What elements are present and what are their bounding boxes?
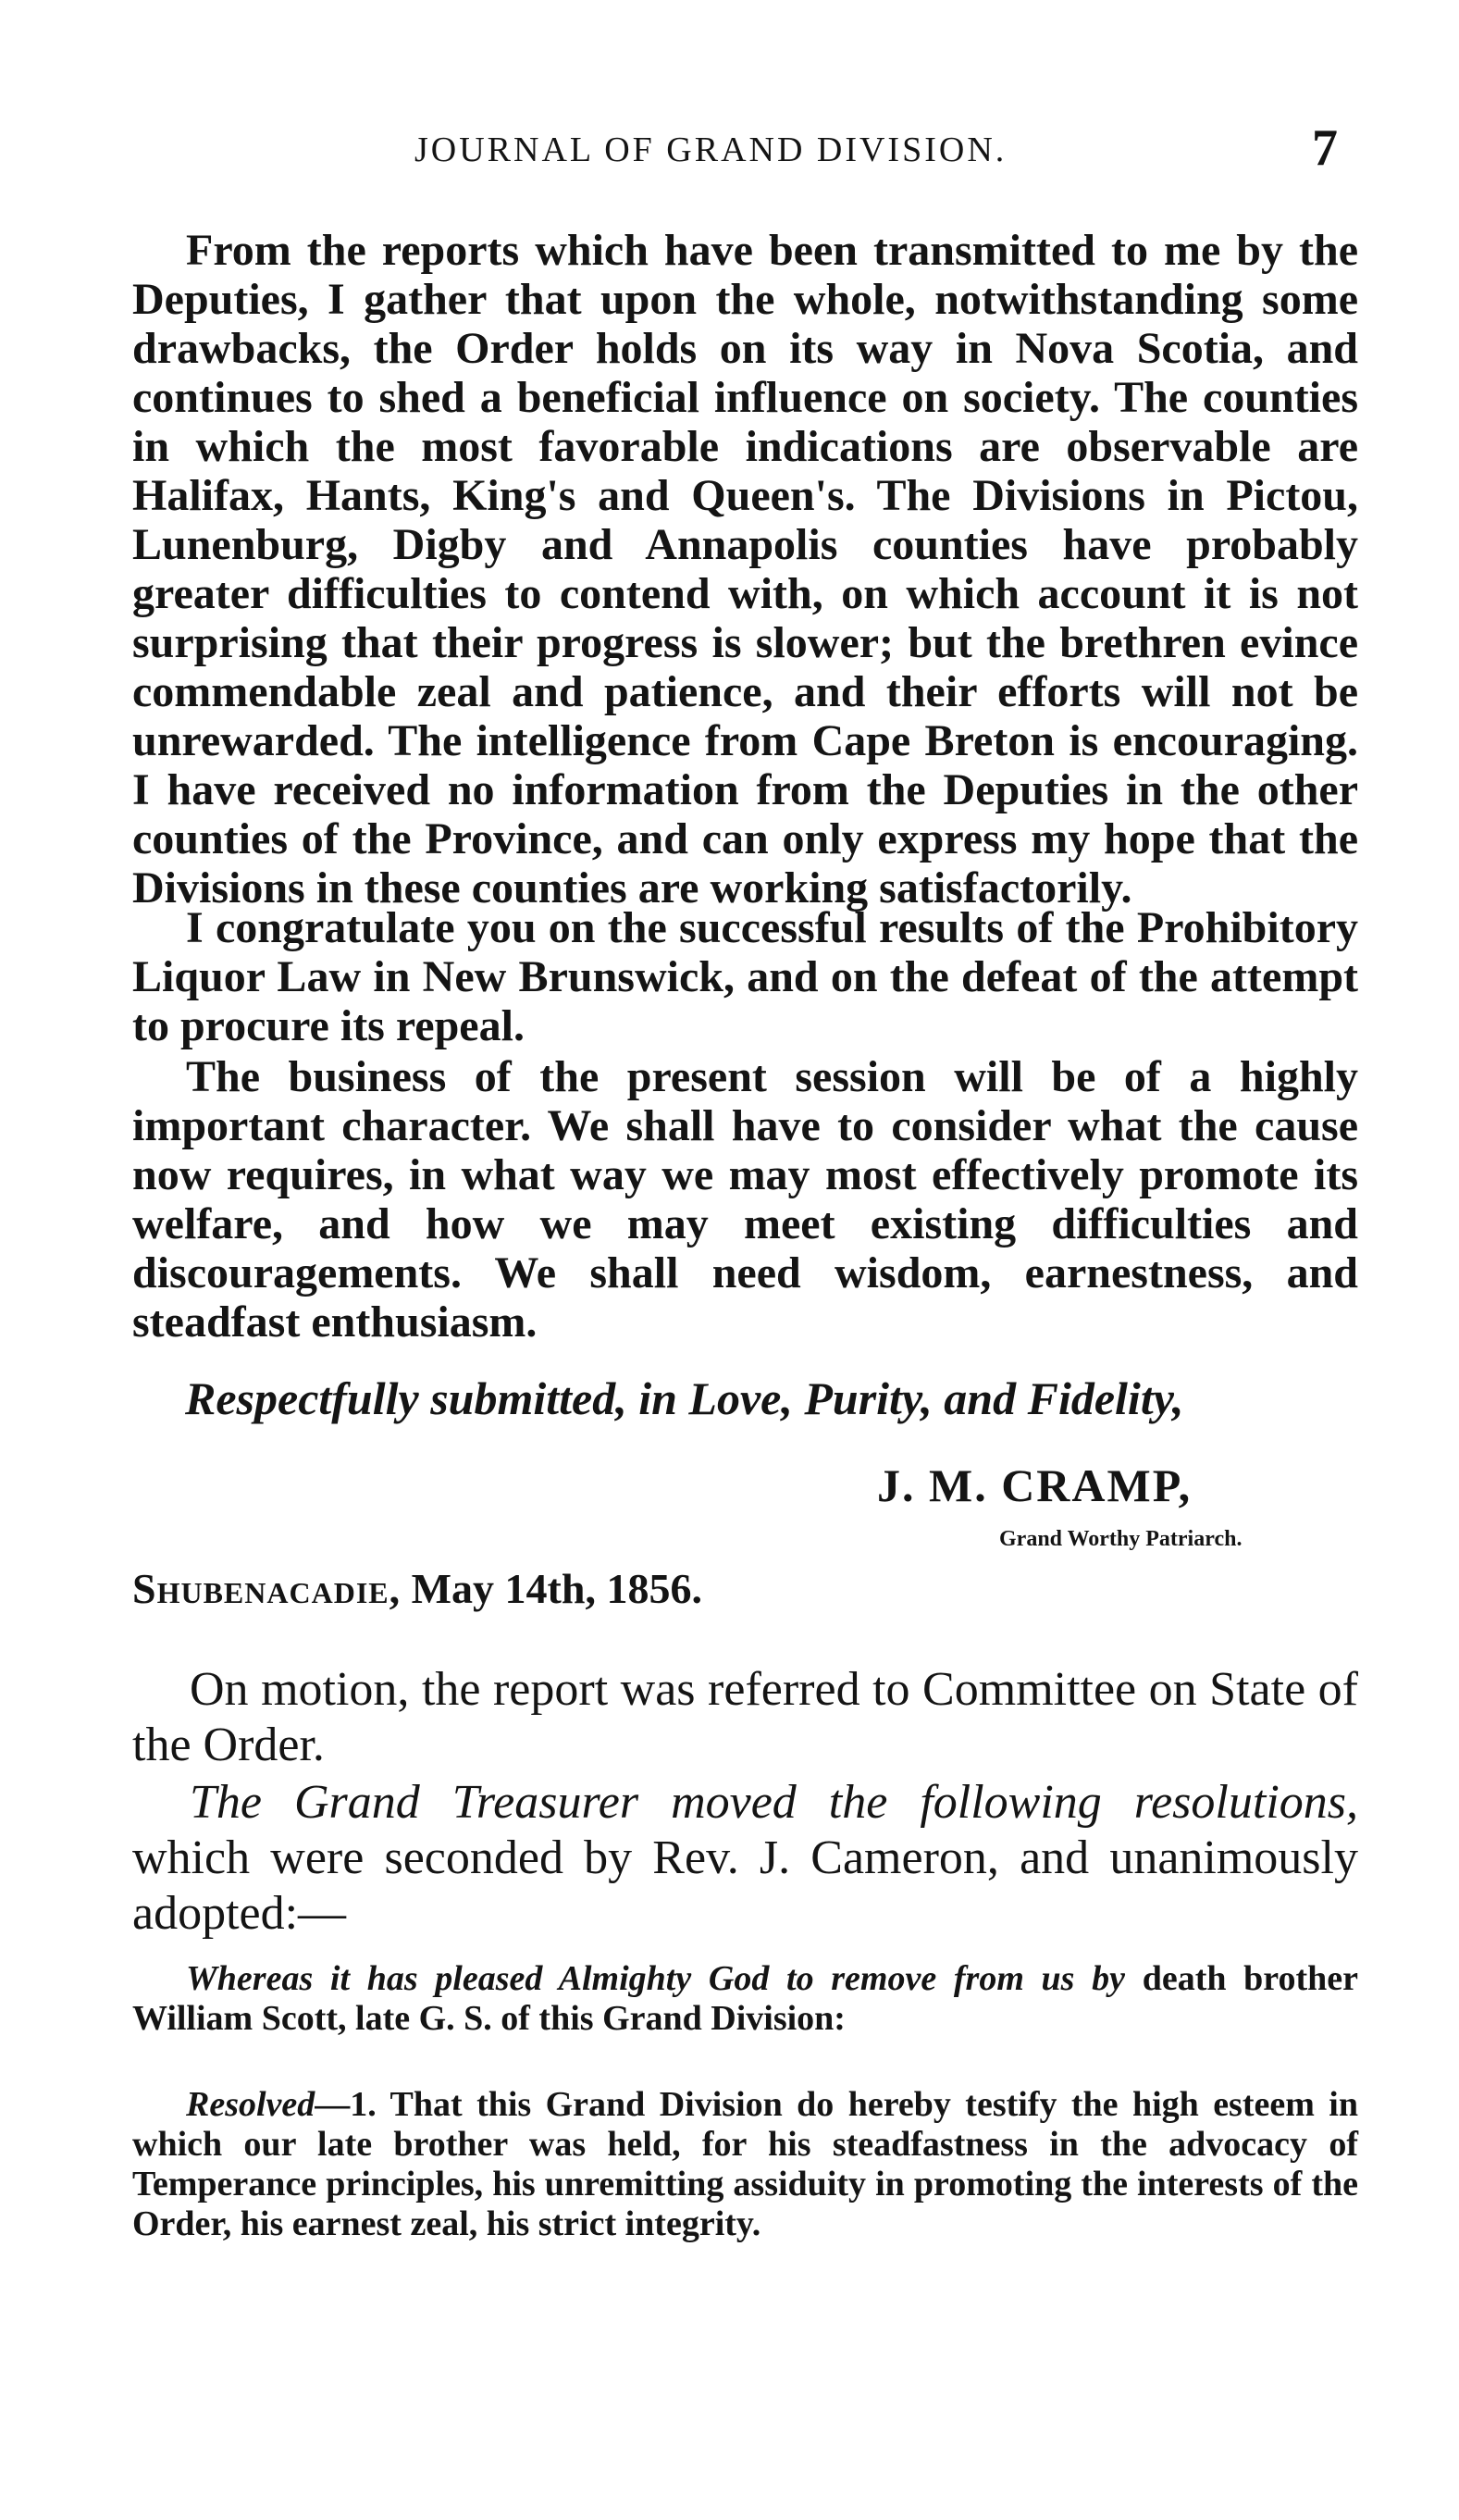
resolved-label: Resolved (186, 2085, 315, 2124)
dateline-date: May 14th, 1856. (411, 1565, 702, 1612)
motion-paragraph-1: On motion, the report was referred to Committee on State of the Order. (132, 1663, 1358, 1771)
motion-2-end: which were seconded by Rev. J. Cameron, and unanimously adopted:— (132, 1831, 1358, 1940)
closing-salutation: Respectfully submitted, in Love, Purity, and Fidelity, (185, 1372, 1184, 1424)
whereas-lead: Whereas it has pleased Almighty God to remove from us by (186, 1959, 1126, 1998)
dateline-place: Shubenacadie, (132, 1565, 402, 1612)
motion-2-italic-start: The Grand Treasurer moved the following resolutions, (190, 1776, 1358, 1829)
resolved-clause (132, 2085, 1358, 2244)
running-head: JOURNAL OF GRAND DIVISION. (414, 130, 1008, 169)
whereas-clause (132, 1959, 1358, 2039)
whereas-text: death brother William Scott, late G. S. of this Grand Division: (132, 1959, 1359, 2038)
resolved-text: —1. That this Grand Division do hereby testify the high esteem in which our late brother was held, for his steadfastness in the advocacy of Temperance principles, his unremitting assiduity in promoting the interests of the Order, his earnest zeal, his strict integrity. (132, 2085, 1358, 2243)
motion-paragraph-2 (132, 1775, 1358, 1942)
report-paragraph-1: From the reports which have been transmitted to me by the Deputies, I gather that upon the whole, notwithstanding some drawbacks, the Order holds on its way in Nova Scotia, and continues to shed a beneficial influence on society. The counties in which the most favorable indications are observable are Halifax, Hants, King's and Queen's. The Divisions in Pictou, Lunenburg, Digby and Annapolis counties have probably greater difficulties to contend with, on which account it is not surprising that their progress is slower; but the brethren evince commendable zeal and patience, and their efforts will not be unrewarded. The intelligence from Cape Breton is encouraging. I have received no information from the Deputies in the other counties of the Province, and can only express my hope that the Divisions in these counties are working satisfactorily. (132, 226, 1358, 912)
signature-name: J. M. CRAMP, (877, 1459, 1193, 1511)
dateline (132, 1564, 702, 1613)
report-paragraph-3: The business of the present session will be of a highly important character. We shall have to consider what the cause now requires, in what way we may most effectively promote its welfare, and how we may meet existing difficulties and discouragements. We shall need wisdom, earnestness, and steadfast enthusiasm. (132, 1052, 1358, 1347)
page-number: 7 (1312, 119, 1338, 177)
signature-title: Grand Worthy Patriarch. (999, 1527, 1243, 1551)
report-paragraph-2: I congratulate you on the successful results of the Prohibitory Liquor Law in New Brunswick, and on the defeat of the attempt to procure its repeal. (132, 903, 1358, 1050)
